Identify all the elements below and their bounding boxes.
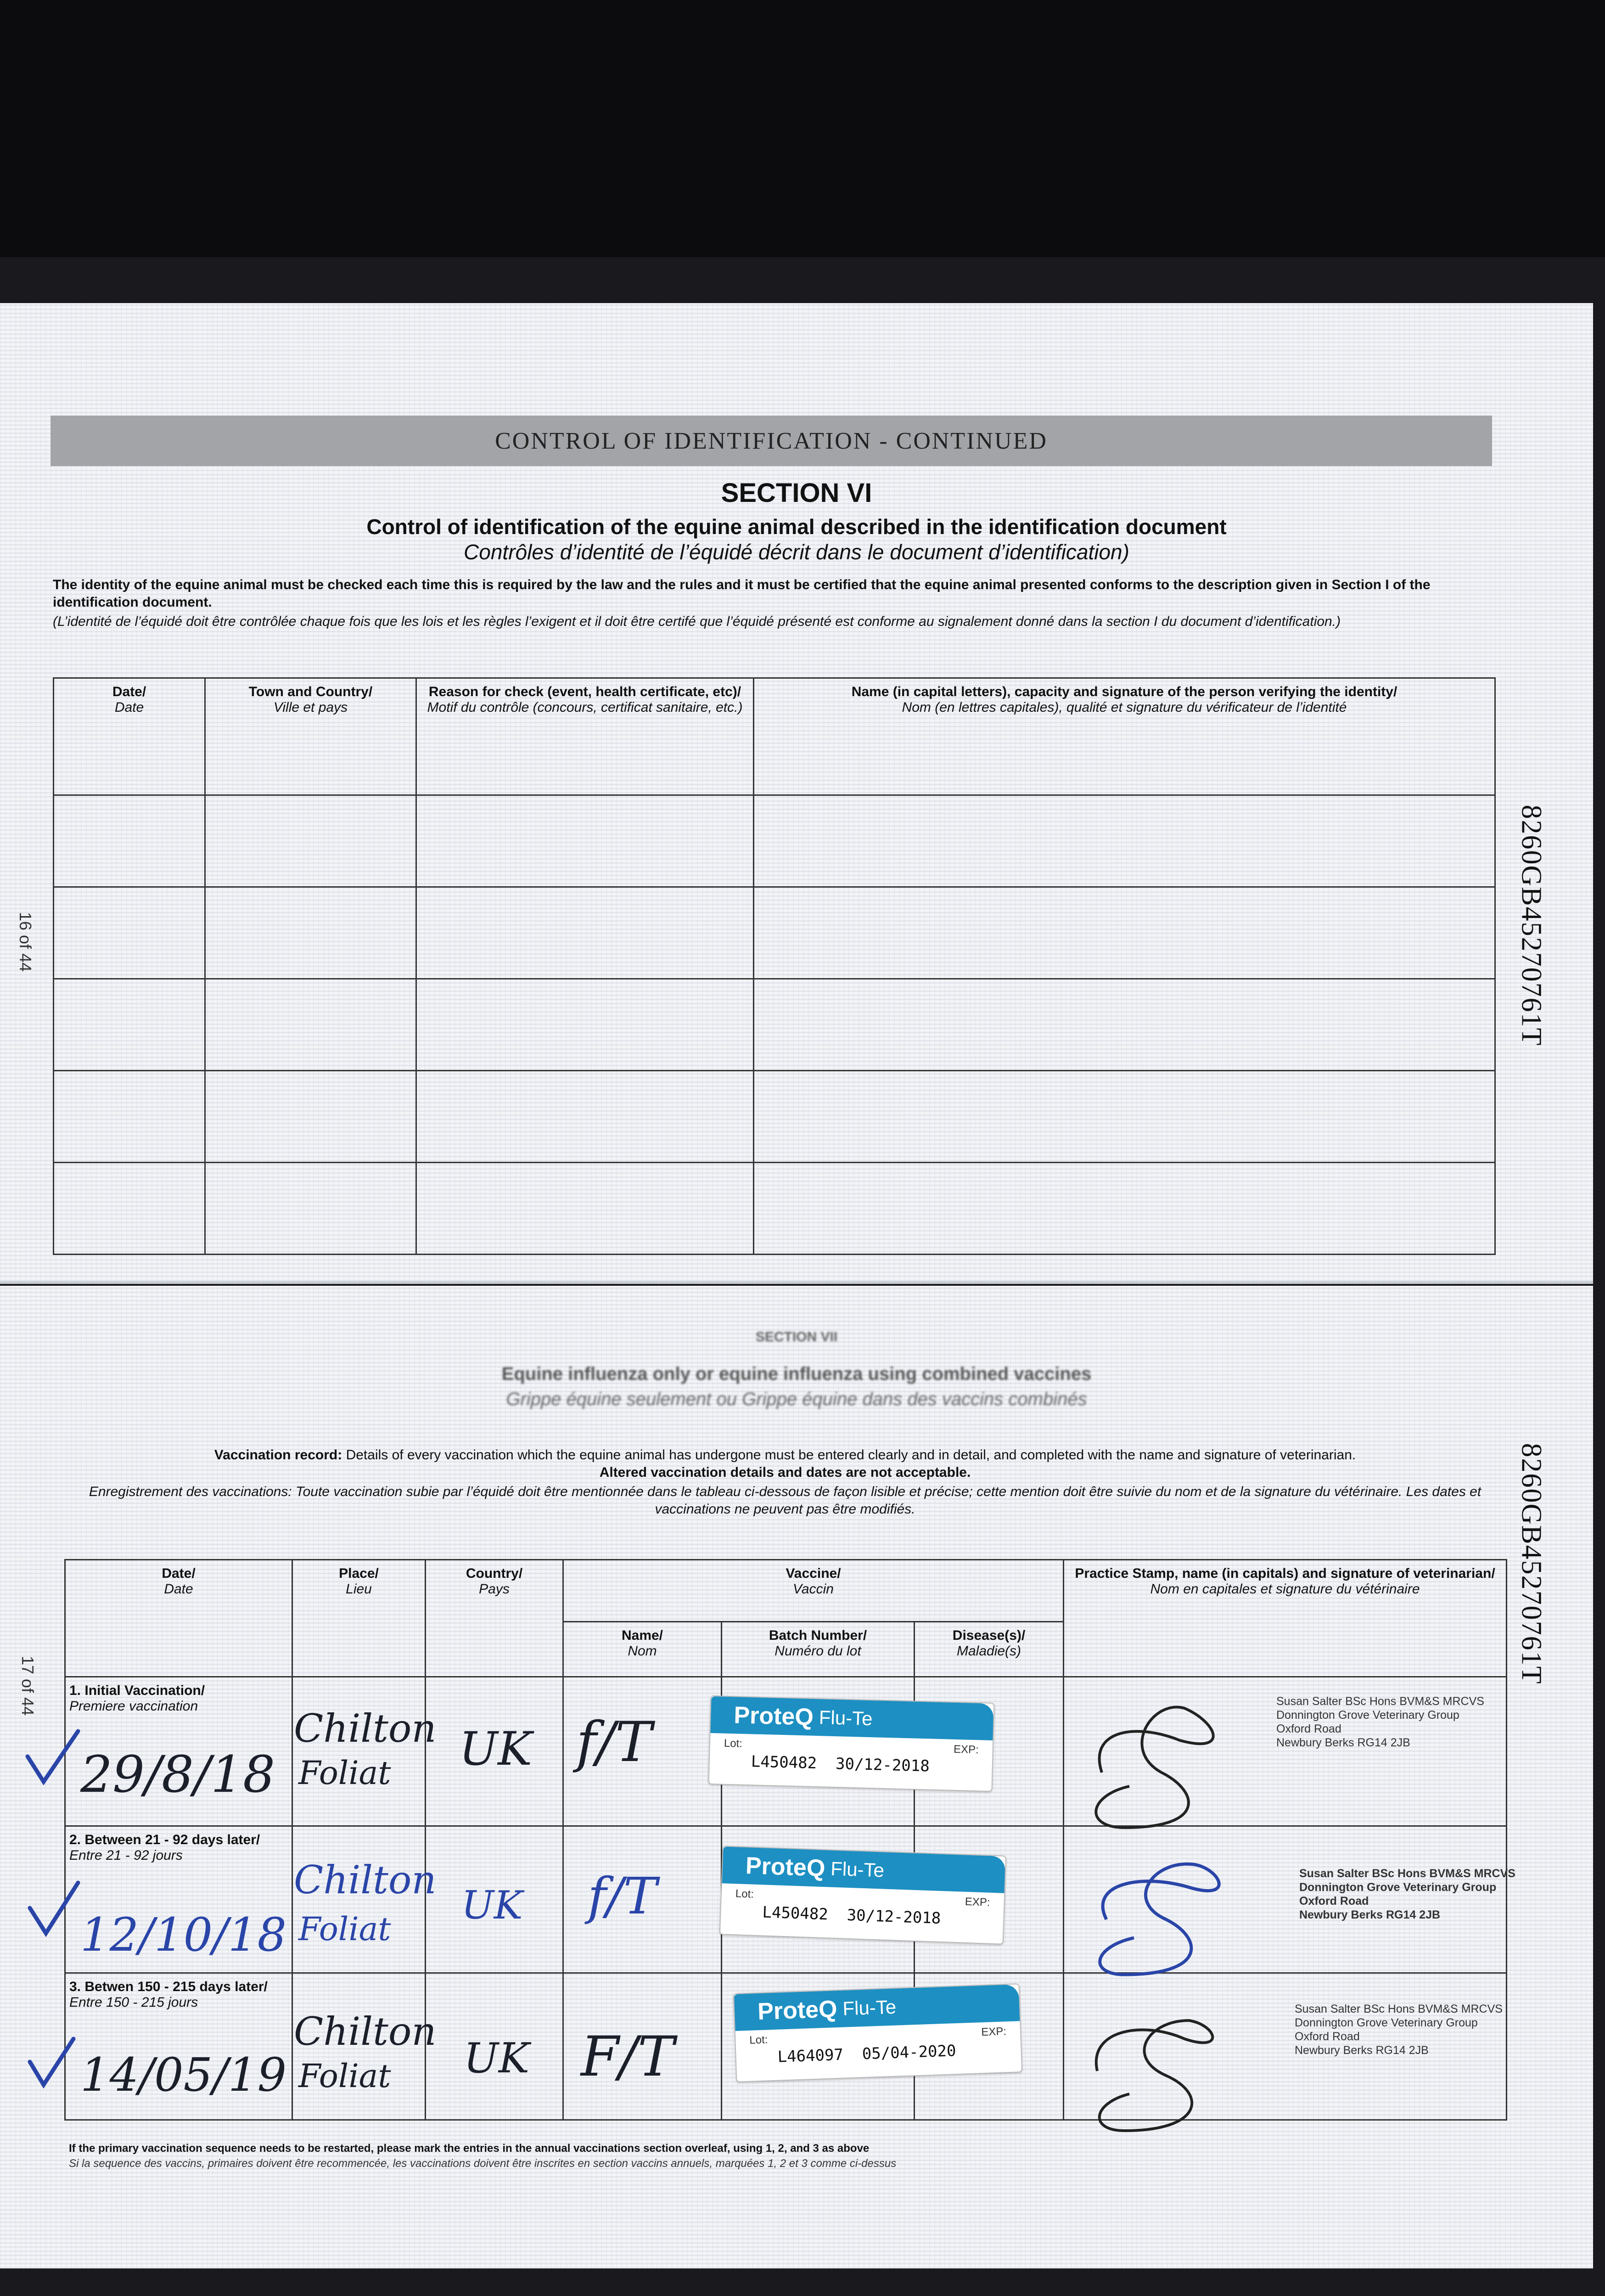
handwritten-country: UK (461, 1883, 523, 1928)
vaccine-batch-label: ProteQ Flu-Te Lot: EXP: L464097 05/04-2020 (733, 1983, 1022, 2082)
handwritten-vaccine-name: f/T (588, 1867, 657, 1925)
handwritten-place: Chilton (294, 1857, 437, 1902)
table-row (54, 979, 1495, 1071)
handwritten-place: Chilton (294, 1706, 437, 1751)
empty-cell[interactable] (54, 795, 205, 887)
empty-cell[interactable] (416, 1163, 754, 1255)
empty-cell[interactable] (416, 1071, 754, 1163)
empty-cell[interactable] (754, 1071, 1495, 1163)
col-verifier: Name (in capital letters), capacity and signature of the person verifying the identity/ Nom (en lettres capitales), qualité et signature du vérificateur de l’identité (754, 678, 1495, 795)
handwritten-place: Foliat (298, 1910, 391, 1948)
table-header-row (65, 1560, 1507, 1622)
section-subtitle-en: Control of identification of the equine animal described in the identification document (366, 515, 1227, 539)
handwritten-place: Foliat (298, 1754, 391, 1792)
handwritten-vaccine-name: f/T (576, 1711, 652, 1774)
signature (1100, 1864, 1219, 1975)
empty-cell[interactable] (416, 795, 754, 887)
handwritten-date: 29/8/18 (80, 1745, 275, 1804)
section-subtitle-fr: Grippe équine seulement ou Grippe équine dans des vaccins combinés (506, 1389, 1087, 1409)
page-number: 16 of 44 (16, 912, 35, 972)
empty-cell[interactable] (54, 1163, 205, 1255)
empty-cell[interactable] (754, 795, 1495, 887)
empty-cell[interactable] (205, 887, 416, 979)
col-disease: Disease(s)/ Maladie(s) (915, 1622, 1064, 1677)
instructions-fr: (L’identité de l’équidé doit être contrôlée chaque fois que les lois et les règles l’exigent et il doit être certifé que l’équidé présenté est conforme au signalement donné dans la section I du document d’identification.) (53, 614, 1341, 629)
signature (1096, 2020, 1213, 2131)
handwritten-vaccine-name: F/T (581, 2025, 674, 2089)
practice-stamp: Susan Salter BSc Hons BVM&S MRCVS Donnington Grove Veterinary Group Oxford Road Newbury Berks RG14 2JB (1299, 1867, 1515, 1921)
check-icon (30, 1883, 78, 1933)
col-reason: Reason for check (event, health certificate, etc)/ Motif du contrôle (concours, certificat sanitaire, etc.) (416, 678, 754, 795)
instructions-en: Vaccination record: Details of every vaccination which the equine animal has undergone must be entered clearly and in detail, and completed with the name and signature of veterinarian. Altered vaccination details and dates are not acceptable. (214, 1447, 1356, 1480)
table-row (54, 795, 1495, 887)
handwritten-date: 14/05/19 (80, 2048, 287, 2102)
handwritten-country: UK (464, 2034, 530, 2082)
empty-cell[interactable] (754, 1163, 1495, 1255)
empty-cell[interactable] (754, 887, 1495, 979)
row-label-cell: 3. Betwen 150 - 215 days later/ Entre 150 - 215 jours (65, 1973, 292, 2120)
table-row (54, 1163, 1495, 1255)
page-16 (0, 303, 1593, 1284)
section-title: SECTION VI (721, 478, 872, 508)
col-place: Place/ Lieu (292, 1560, 426, 1677)
passport-id: 8260GB45270761T (1515, 1443, 1547, 1685)
section-subtitle-en: Equine influenza only or equine influenza using combined vaccines (501, 1364, 1092, 1384)
empty-cell[interactable] (54, 887, 205, 979)
table-row (54, 1071, 1495, 1163)
signature (1096, 1707, 1213, 1828)
empty-cell[interactable] (205, 1163, 416, 1255)
vaccine-batch-label: ProteQ Flu-Te Lot: EXP: L450482 30/12-2018 (708, 1695, 995, 1792)
footnote-en: If the primary vaccination sequence needs to be restarted, please mark the entries in the annual vaccinations section overleaf, using 1, 2, and 3 as above (69, 2142, 870, 2155)
empty-cell[interactable] (416, 979, 754, 1071)
instructions-en: The identity of the equine animal must be checked each time this is required by the law and the rules and it must be certified that the equine animal presented conforms to the description given in Section I of the identification document. (53, 577, 1431, 610)
col-country: Country/ Pays (426, 1560, 563, 1677)
col-town-country: Town and Country/ Ville et pays (205, 678, 416, 795)
empty-cell[interactable] (205, 979, 416, 1071)
veterinarian-signatures (1070, 1690, 1276, 2149)
practice-stamp: Susan Salter BSc Hons BVM&S MRCVS Donnington Grove Veterinary Group Oxford Road Newbury Berks RG14 2JB (1295, 2003, 1503, 2057)
section-subtitle-fr: Contrôles d’identité de l’équidé décrit dans le document d’identification) (464, 540, 1129, 564)
footnote-fr: Si la sequence des vaccins, primaires doivent être recommencée, les vaccinations doivent être inscrites en section vaccins annuels, marquées 1, 2 et 3 comme ci-dessus (69, 2157, 897, 2170)
instructions-fr: Enregistrement des vaccinations: Toute vaccination subie par l’équidé doit être mentionnée dans le tableau ci-dessous de façon lisible et précise; cette mention doit être suivie du nom et de la signature du vétérinaire. Les dates et vaccinations ne peuvent pas être modifiés. (89, 1484, 1482, 1517)
page-17 (0, 1286, 1593, 2268)
empty-cell[interactable] (54, 979, 205, 1071)
row-label-cell: 2. Between 21 - 92 days later/ Entre 21 - 92 jours (65, 1826, 292, 1973)
col-batch-number: Batch Number/ Numéro du lot (722, 1622, 915, 1677)
handwritten-country: UK (459, 1722, 532, 1776)
identity-check-table (53, 677, 1496, 1255)
tick-marks (18, 1713, 87, 2094)
page-number: 17 of 44 (18, 1656, 37, 1716)
vaccine-batch-label: ProteQ Flu-Te Lot: EXP: L450482 30/12-2018 (719, 1846, 1006, 1944)
section-banner: CONTROL OF IDENTIFICATION - CONTINUED (51, 416, 1492, 466)
row-label-cell: 1. Initial Vaccination/ Premiere vaccination (65, 1677, 292, 1826)
col-date: Date/ Date (65, 1560, 292, 1677)
passport-id: 8260GB45270761T (1515, 805, 1547, 1047)
check-icon (30, 2039, 73, 2085)
empty-cell[interactable] (205, 795, 416, 887)
empty-cell[interactable] (205, 1071, 416, 1163)
empty-cell[interactable] (54, 1071, 205, 1163)
table-header-row (54, 678, 1495, 795)
place-cell (292, 1677, 426, 1826)
empty-cell[interactable] (754, 979, 1495, 1071)
col-vaccine-name: Name/ Nom (563, 1622, 722, 1677)
col-vaccine: Vaccine/ Vaccin (563, 1560, 1064, 1622)
check-icon (28, 1731, 78, 1782)
empty-cell[interactable] (416, 887, 754, 979)
col-practice-stamp: Practice Stamp, name (in capitals) and signature of veterinarian/ Nom en capitales et signature du vétérinaire (1064, 1560, 1507, 1677)
handwritten-place: Chilton (294, 2009, 437, 2054)
handwritten-place: Foliat (298, 2057, 391, 2095)
handwritten-date: 12/10/18 (80, 1908, 287, 1962)
table-row (54, 887, 1495, 979)
practice-stamp: Susan Salter BSc Hons BVM&S MRCVS Donnington Grove Veterinary Group Oxford Road Newbury Berks RG14 2JB (1276, 1695, 1484, 1749)
col-date: Date/ Date (54, 678, 205, 795)
section-title: SECTION VII (755, 1329, 838, 1345)
